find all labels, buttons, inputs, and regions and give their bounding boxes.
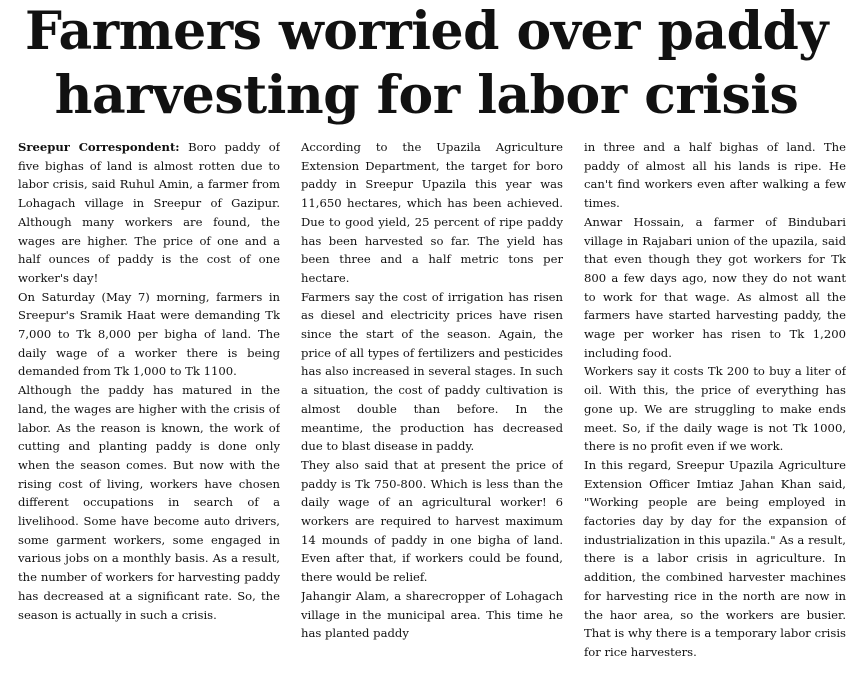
- paragraph: in three and a half bighas of land. The paddy of almost all his lands is ripe. He can't find workers even after walking a few times.: [584, 140, 846, 211]
- headline-line-2: harvesting for labor crisis: [54, 65, 799, 126]
- paragraph: Jahangir Alam, a sharecropper of Lohagach village in the municipal area. This time he has planted paddy: [301, 588, 563, 641]
- headline: [0, 0, 853, 134]
- paragraph: According to the Upazila Agriculture Extension Department, the target for boro paddy in Sreepur Upazila this year was 11,650 hectares, which has been achieved. Due to good yield, 25 percent of ripe paddy has been harvested so far. The yield has been three and a half metric tons per hectare.: [301, 140, 563, 285]
- paragraph: Although the paddy has matured in the land, the wages are higher with the crisis of labor. As the reason is known, the work of cutting and planting paddy is done only when the season comes. But now with the rising cost of living, workers have chosen different occupations in search of a livelihood. Some have become auto drivers, some garment workers, some engaged in various jobs on a monthly basis. As a result, the number of workers for harvesting paddy has decreased at a significant rate. So, the season is actually in such a crisis.: [18, 383, 280, 622]
- paragraph: [18, 138, 280, 288]
- article-body: [18, 138, 846, 682]
- paragraph: Anwar Hossain, a farmer of Bindubari village in Rajabari union of the upazila, said that even though they got workers for Tk 800 a few days ago, now they do not want to work for that wage. As almost all the farmers have started harvesting paddy, the wage per worker has risen to Tk 1,200 including food.: [584, 214, 846, 360]
- paragraph: Farmers say the cost of irrigation has risen as diesel and electricity prices have risen since the start of the season. Again, the price of all types of fertilizers and pesticides has also increased in several stages. In such a situation, the cost of paddy cultivation is almost double than before. In the meantime, the production has decreased due to blast disease in paddy.: [301, 289, 563, 454]
- paragraph: On Saturday (May 7) morning, farmers in Sreepur's Sramik Haat were demanding Tk 7,000 to Tk 8,000 per bigha of land. The daily wage of a worker there is being demanded from Tk 1,000 to Tk 1100.: [18, 289, 280, 379]
- paragraph: They also said that at present the price of paddy is Tk 750-800. Which is less than the daily wage of an agricultural worker! 6 workers are required to harvest maximum 14 mounds of paddy in one bigha of land. Even after that, if workers could be found, there would be relief.: [301, 457, 563, 585]
- byline: Sreepur Correspondent:: [18, 140, 180, 154]
- article-column-3: [584, 138, 846, 682]
- article-column-1: [18, 138, 280, 682]
- article-column-2: [301, 138, 563, 682]
- headline-line-1: Farmers worried over paddy: [24, 1, 829, 62]
- paragraph: Workers say it costs Tk 200 to buy a liter of oil. With this, the price of everything has gone up. We are struggling to make ends meet. So, if the daily wage is not Tk 1000, there is no profit even if we work.: [584, 364, 846, 454]
- paragraph-text: Boro paddy of five bighas of land is almost rotten due to labor crisis, said Ruhul Amin, a farmer from Lohagach village in Sreepur of Gazipur. Although many workers are found, the wages are higher. The price of one and a half ounces of paddy is the cost of one worker's day!: [18, 140, 280, 285]
- paragraph: In this regard, Sreepur Upazila Agriculture Extension Officer Imtiaz Jahan Khan said, "Working people are being employed in factories day by day for the expansion of industrialization in this upazila." As a result, there is a labor crisis in agriculture. In addition, the combined harvester machines for harvesting rice in the north are now in the haor area, so the workers are busier. That is why there is a temporary labor crisis for rice harvesters.: [584, 457, 846, 659]
